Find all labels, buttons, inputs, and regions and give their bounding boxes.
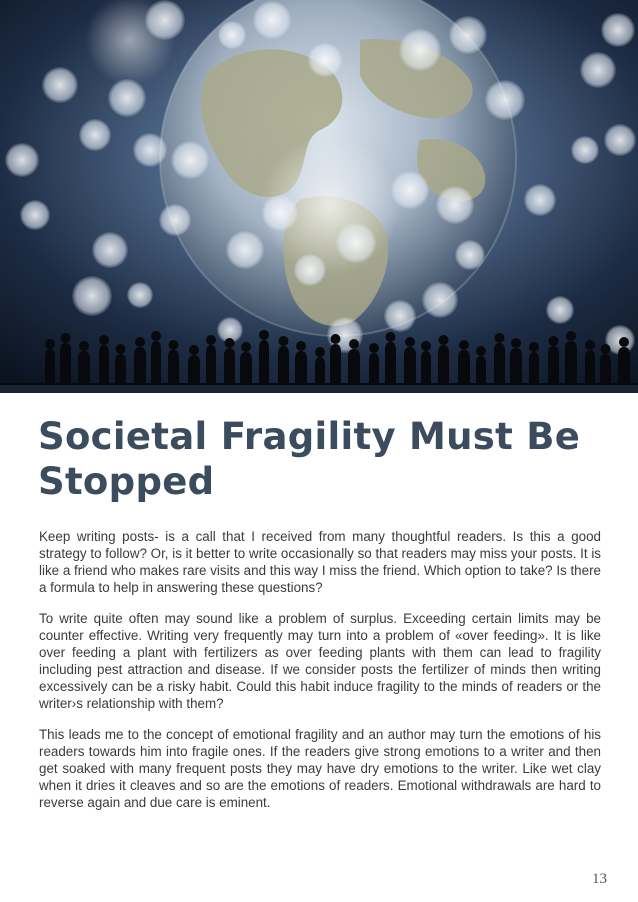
- article-paragraph: This leads me to the concept of emotional fragility and an author may turn the emotions of his readers towards him into fragile ones. If the readers give strong emotions to a writer and then get soaked with many frequent posts they may have dry emotions to the writer. Like wet clay when it dries it cleaves and so are the emotions of readers. Emotional withdrawals are hard to reverse again and due care is eminent.: [39, 727, 601, 810]
- person-silhouette: [134, 337, 146, 385]
- person-silhouette: [330, 334, 341, 385]
- person-silhouette: [385, 332, 396, 385]
- person-silhouette: [78, 341, 90, 385]
- page-number: 13: [592, 871, 607, 887]
- person-silhouette: [348, 339, 360, 385]
- person-silhouette: [206, 335, 216, 385]
- person-silhouette: [585, 340, 595, 385]
- person-silhouette: [60, 333, 71, 385]
- person-silhouette: [115, 344, 126, 385]
- person-silhouette: [494, 333, 505, 385]
- person-silhouette: [99, 335, 109, 385]
- person-silhouette: [476, 346, 486, 385]
- person-silhouette: [295, 341, 307, 385]
- article-title: Societal Fragility Must Be Stopped: [38, 415, 581, 503]
- person-silhouette: [224, 338, 235, 385]
- person-silhouette: [369, 343, 379, 385]
- person-silhouette: [259, 330, 269, 385]
- person-silhouette: [421, 341, 431, 385]
- person-silhouette: [188, 345, 200, 385]
- person-silhouette: [278, 336, 289, 385]
- hero-image: [0, 0, 638, 393]
- person-silhouette: [618, 337, 630, 385]
- person-silhouette: [438, 335, 449, 385]
- globe-crowd-illustration: [0, 0, 638, 393]
- person-silhouette: [45, 339, 55, 385]
- person-silhouette: [600, 344, 611, 385]
- person-silhouette: [240, 342, 252, 385]
- person-silhouette: [529, 342, 539, 385]
- article-paragraph: To write quite often may sound like a problem of surplus. Exceeding certain limits may be counter effective. Writing very frequently may turn into a problem of «over feeding». It is like over feeding a plant with fertilizers as over feeding plants with them can lead to fragility including pest attraction and disease. If we consider posts the fertilizer of minds then writing excessively can be a risky habit. Could this habit induce fragility to the minds of readers or the writer›s relationship with them?: [39, 611, 601, 711]
- article-body: [39, 528, 601, 825]
- person-silhouette: [168, 340, 179, 385]
- person-silhouette: [510, 338, 522, 385]
- person-silhouette: [151, 331, 161, 385]
- person-silhouette: [315, 347, 325, 385]
- person-silhouette: [548, 336, 559, 385]
- person-silhouette: [404, 337, 416, 385]
- article-paragraph: Keep writing posts- is a call that I received from many thoughtful readers. Is this a good strategy to follow? Or, is it better to write occasionally so that readers may miss your posts. It is like a friend who makes rare visits and this way I miss the friend. Which option to take? Is there a formula to help in answering these questions?: [39, 529, 601, 595]
- person-silhouette: [458, 340, 470, 385]
